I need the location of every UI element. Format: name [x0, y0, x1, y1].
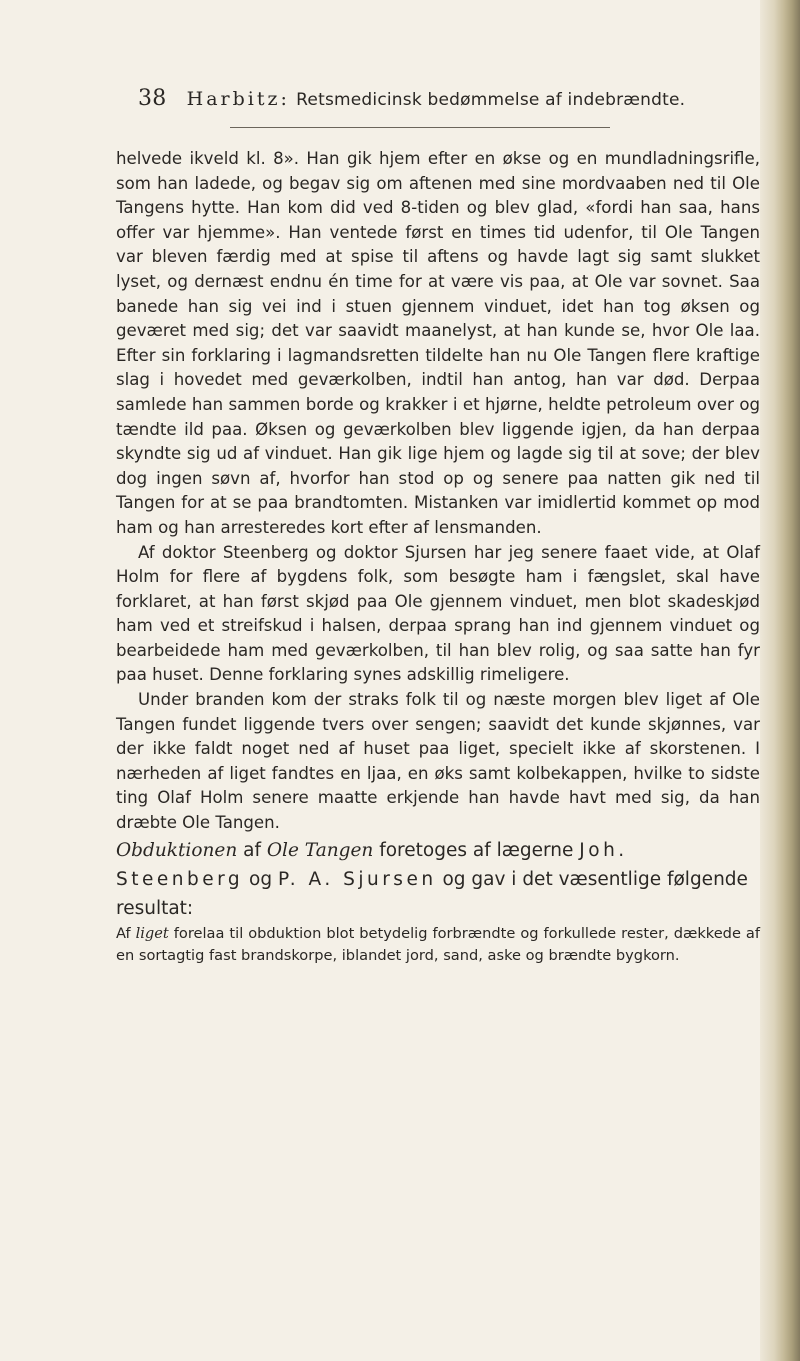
body-text	[116, 147, 760, 968]
header-title: Retsmedicinsk bedømmelse af indebrændte.	[296, 90, 686, 110]
obduktion-name: Ole Tangen	[266, 839, 374, 861]
obduktion-paragraph	[116, 836, 760, 923]
obduktion-text-2: og gav i det væsentlige følgende resultat:	[116, 868, 748, 919]
obduktion-og: og	[243, 868, 278, 890]
page-number: 38	[138, 86, 167, 111]
header-author: Harbitz:	[186, 88, 290, 110]
obduktion-heading: Obduktionen	[116, 839, 238, 861]
small-print-paragraph	[116, 923, 760, 968]
obduktion-text-1: foretoges af lægerne	[373, 839, 580, 861]
paragraph-2: Af doktor Steenberg og doktor Sjursen har jeg senere faaet vide, at Olaf Holm for flere af bygdens folk, som besøgte ham i fængslet, skal have forklaret, at han først skjød paa Ole gjennem vinduet, men blot skadeskjød ham ved et streifskud i halsen, derpaa sprang han ind gjennem vinduet og bearbeidede ham med geværkolben, til han blev rolig, og saa satte han fyr paa huset. Denne forklaring synes adskillig rimeligere.	[116, 542, 760, 685]
paragraph-3: Under branden kom der straks folk til og næste morgen blev liget af Ole Tangen fundet liggende tvers over sengen; saavidt det kunde skjønnes, var der ikke faldt noget ned af huset paa liget, specielt ikke af skorstenen. I nærheden af liget fandtes en ljaa, en øks samt kolbekappen, hvilke to sidste ting Olaf Holm senere maatte erkjende han havde havt med sig, da han dræbte Ole Tangen.	[116, 690, 760, 833]
paragraph-1: helvede ikveld kl. 8». Han gik hjem efter en økse og en mundladningsrifle, som han ladede, og begav sig om aftenen med sine mordvaaben ned til Ole Tangens hytte. Han kom did ved 8-tiden og blev glad, «fordi han saa, hans offer var hjemme». Han ventede først en times tid udenfor, til Ole Tangen var bleven færdig med at spise til aftens og havde lagt sig samt slukket lyset, og dernæst endnu én time for at være vis paa, at Ole var sovnet. Saa banede han sig vei ind i stuen gjennem vinduet, idet han tog øksen og geværet med sig; det var saavidt maanelyst, at han kunde se, hvor Ole laa. Efter sin forklaring i lagmandsretten tildelte han nu Ole Tangen flere kraftige slag i hovedet med geværkolben, indtil han antog, han var død. Derpaa samlede han sammen borde og krakker i et hjørne, heldte petroleum over og tændte ild paa. Øksen og geværkolben blev liggende igjen, da han derpaa skyndte sig ud af vinduet. Han gik lige hjem og lagde sig til at sove; der blev dog ingen søvn af, hvorfor han stod op og senere paa natten gik ned til Tangen for at se paa brandtomten. Mistanken var imidlertid kommet op mod ham og han arresteredes kort efter af lensmanden.	[116, 149, 760, 537]
doctor-2: P. A. Sjursen	[277, 868, 437, 890]
header-rule	[230, 127, 610, 128]
small-prefix: Af	[116, 924, 136, 942]
doctor-1: Joh. Steenberg	[116, 839, 628, 890]
running-header	[138, 86, 685, 111]
small-text: forelaa til obduktion blot betydelig forbrændte og forkullede rester, dækkede af en sortagtig fast brandskorpe, iblandet jord, sand, aske og brændte bygkorn.	[116, 924, 760, 965]
small-italic: liget	[135, 924, 169, 942]
page-edge-shadow	[760, 0, 800, 1361]
obduktion-af: af	[237, 839, 267, 861]
